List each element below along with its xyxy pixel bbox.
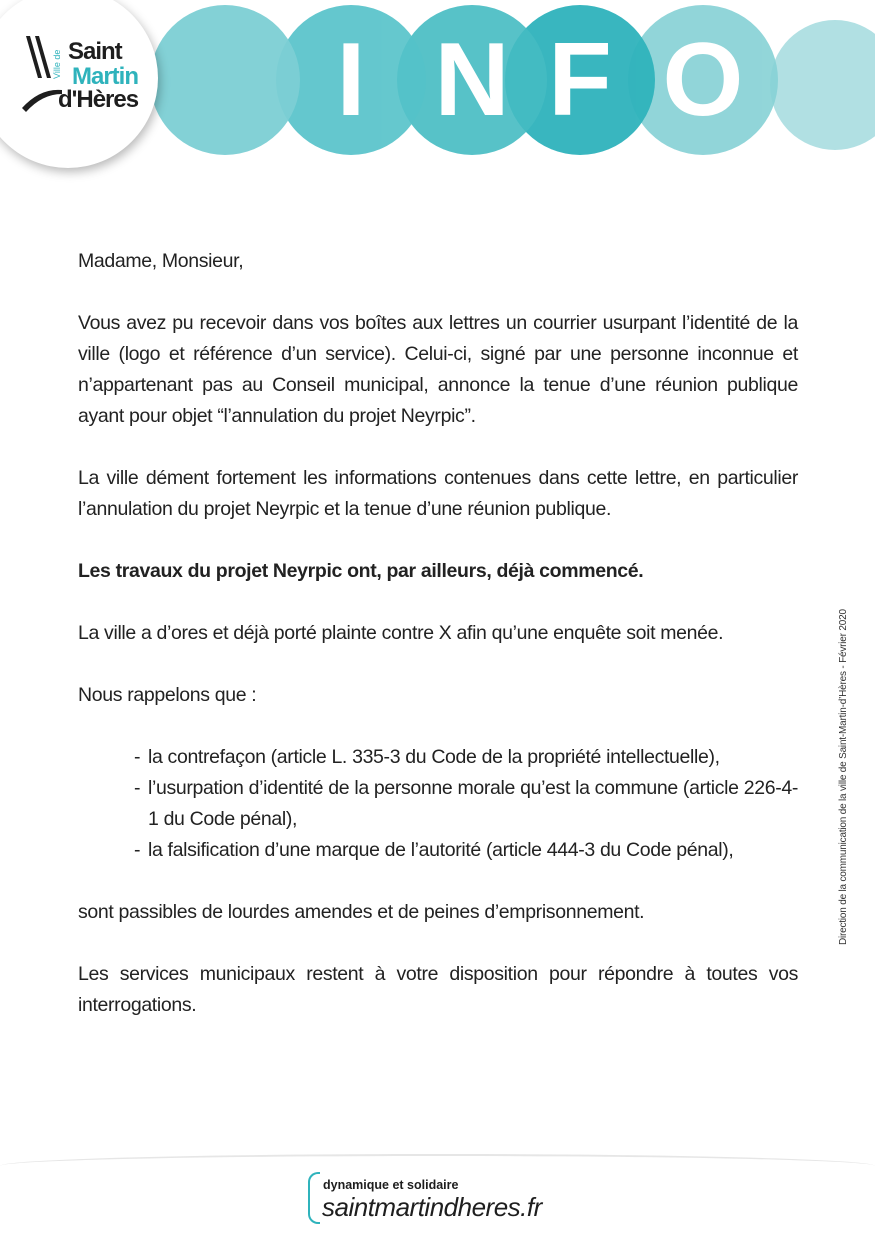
paragraph-travaux: Les travaux du projet Neyrpic ont, par ailleurs, déjà commencé.: [78, 560, 644, 582]
logo-saint: Saint: [68, 38, 122, 65]
list-item: [134, 835, 798, 866]
offense-list: [78, 742, 798, 866]
paragraph-plainte: La ville a d’ores et déjà porté plainte contre X afin qu’une enquête soit menée.: [78, 622, 724, 644]
website-link[interactable]: saintmartindheres.fr: [322, 1192, 542, 1222]
bracket-icon: [308, 1172, 320, 1224]
list-dash: -: [134, 839, 141, 861]
decorative-bubble: [770, 20, 875, 150]
logo-heres: d'Hères: [58, 86, 139, 113]
footer-tagline: dynamique et solidaire: [323, 1178, 459, 1192]
info-letter-f: F: [505, 5, 655, 155]
footer-brand: [308, 1170, 588, 1230]
list-item: [134, 742, 798, 773]
list-item-text: l’usurpation d’identité de la personne morale qu’est la commune (article 226-4-1 du Code pénal),: [148, 777, 798, 830]
letter-body: [78, 246, 798, 1052]
logo-martin: Martin: [72, 63, 138, 90]
info-header: [0, 0, 875, 200]
paragraph-usurpation: Vous avez pu recevoir dans vos boîtes aux lettres un courrier usurpant l’identité de la ville (logo et référence d’un service). Celui-ci, signé par une personne inconnue et n’appartenant pas au Conseil municipal, annonce la tenue d’une réunion publique ayant pour objet “l’annulation du projet Neyrpic”.: [78, 312, 798, 427]
list-item-text: la falsification d’une marque de l’autorité (article 444-3 du Code pénal),: [148, 839, 734, 861]
list-dash: -: [134, 746, 141, 768]
info-letter-n: N: [397, 5, 547, 155]
logo-ville-de: Ville de: [52, 49, 62, 79]
paragraph-rappel: Nous rappelons que :: [78, 684, 257, 706]
info-letter-i: I: [276, 5, 426, 155]
list-item: [134, 773, 798, 835]
decorative-bubble: [150, 5, 300, 155]
paragraph-sanctions: sont passibles de lourdes amendes et de peines d’emprisonnement.: [78, 901, 645, 923]
paragraph-services: Les services municipaux restent à votre disposition pour répondre à toutes vos interrogations.: [78, 963, 798, 1016]
salutation: Madame, Monsieur,: [78, 250, 244, 272]
paragraph-dementi: La ville dément fortement les informations contenues dans cette lettre, en particulier l’annulation du projet Neyrpic et la tenue d’une réunion publique.: [78, 467, 798, 520]
list-item-text: la contrefaçon (article L. 335-3 du Code de la propriété intellectuelle),: [148, 746, 720, 768]
list-dash: -: [134, 777, 141, 799]
city-logo: [0, 0, 160, 160]
info-letter-o: O: [628, 5, 778, 155]
communication-credit: Direction de la communication de la ville de Saint-Martin-d’Hères - Février 2020: [838, 609, 849, 945]
